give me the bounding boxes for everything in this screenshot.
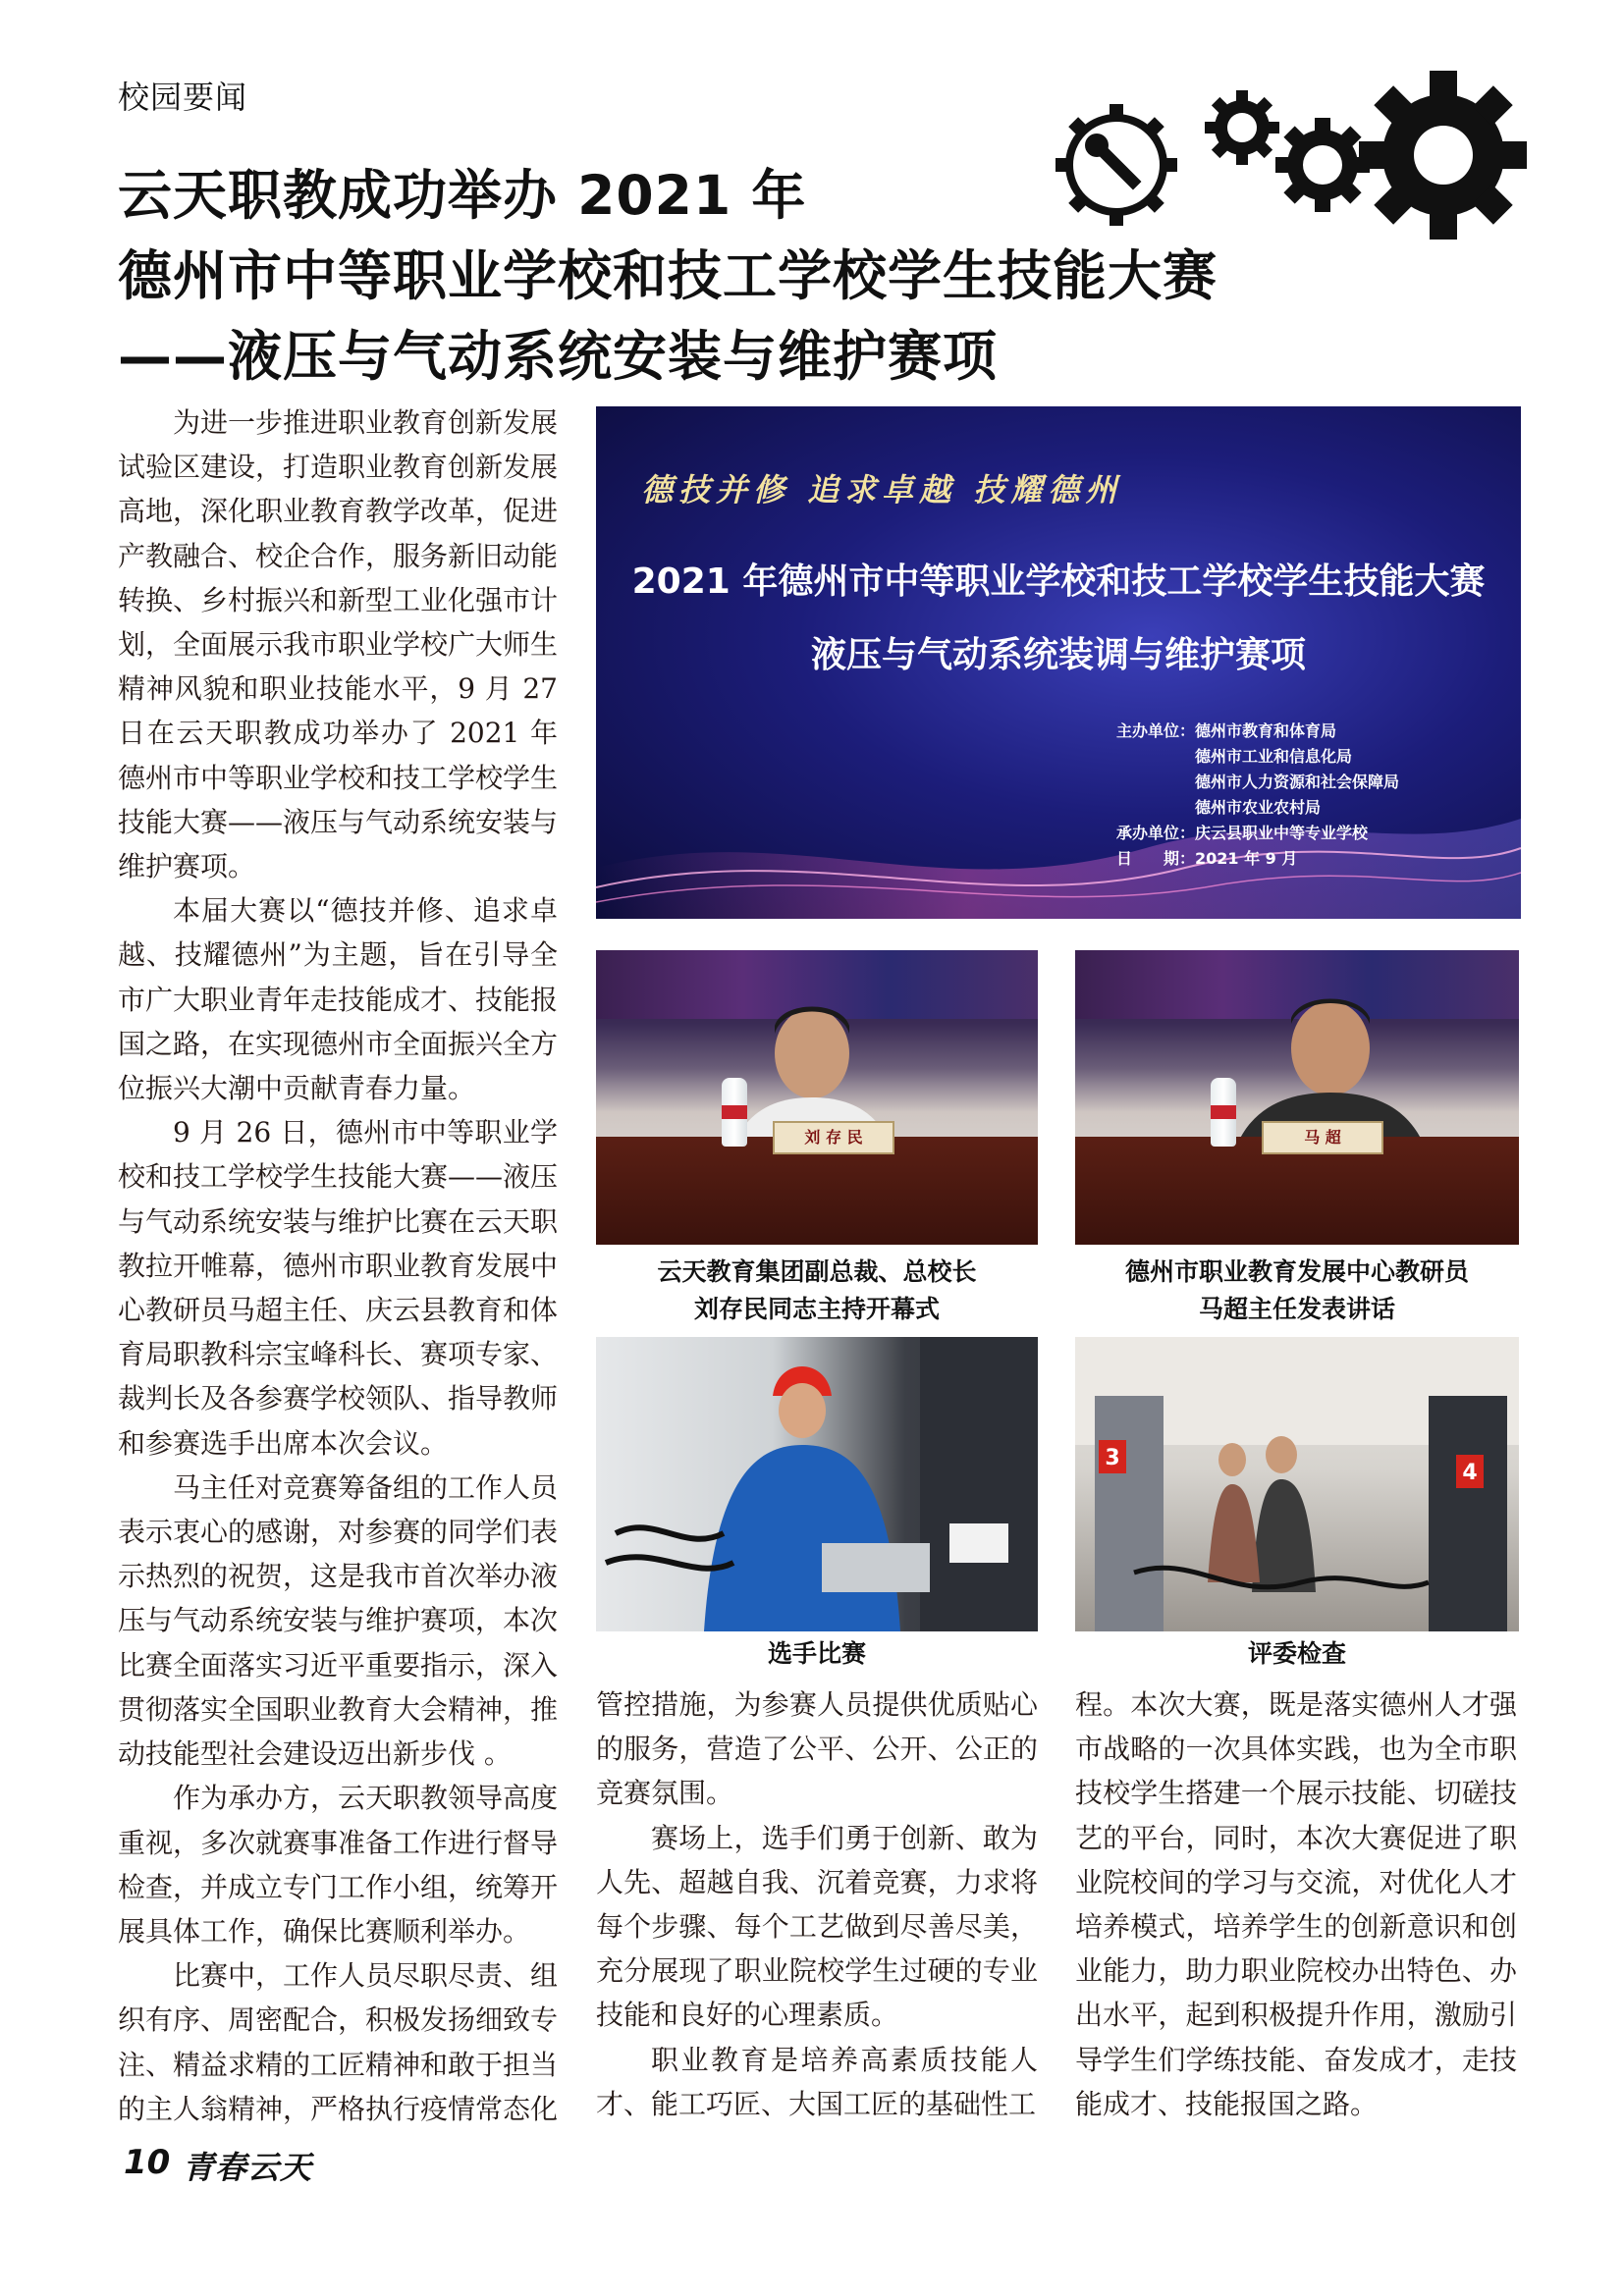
- paragraph: 程。本次大赛，既是落实德州人才强市战略的一次具体实践，也为全市职技校学生搭建一个展示技能、切磋技艺的平台，同时，本次大赛促进了职业院校间的学习与交流，对优化人才培养模式，培养学生的创新意识和创业能力，助力职业院校办出特色、办出水平，起到积极提升作用，激励引导学生们学练技能、奋发成才，走技能成才、技能报国之路。: [1075, 1688, 1517, 2120]
- paragraph: 作为承办方，云天职教领导高度重视，多次就赛事准备工作进行督导检查，并成立专门工作小组，统筹开展具体工作，确保比赛顺利举办。: [118, 1782, 559, 1948]
- photo-caption-2: [1075, 1254, 1519, 1328]
- host: 庆云县职业中等专业学校: [1195, 824, 1369, 842]
- speaker-photo-1: [596, 950, 1038, 1245]
- title-line-3: ——液压与气动系统安装与维护赛项: [118, 325, 999, 388]
- photo-caption-4: 评委检查: [1247, 1639, 1346, 1668]
- event-banner-photo: [596, 406, 1521, 919]
- magazine-name: 青春云天: [183, 2149, 313, 2186]
- name-plate: 刘 存 民: [773, 1121, 894, 1154]
- banner-slogan: 德技并修 追求卓越 技耀德州: [641, 471, 1123, 508]
- station-number: 4: [1462, 1461, 1478, 1485]
- section-label: 校园要闻: [118, 79, 248, 116]
- organizer: 德州市工业和信息化局: [1195, 747, 1353, 766]
- competitor-scene: [596, 1337, 1038, 1631]
- caption-line: 马超主任发表讲话: [1198, 1295, 1395, 1323]
- page-number: 10: [124, 2143, 171, 2182]
- name-plate: 马 超: [1262, 1121, 1383, 1154]
- water-bottle: [722, 1078, 747, 1147]
- organizer: 德州市农业农村局: [1195, 798, 1322, 817]
- competitor-photo: [596, 1337, 1038, 1631]
- title-line-1: 云天职教成功举办 2021 年: [118, 164, 807, 227]
- body-column-3: [1075, 1682, 1517, 2126]
- paragraph: 为进一步推进职业教育创新发展试验区建设，打造职业教育创新发展高地，深化职业教育教学改革，促进产教融合、校企合作，服务新旧动能转换、乡村振兴和新型工业化强市计划，全面展示我市职业学校广大师生精神风貌和职业技能水平，9 月 27 日在云天职教成功举办了 2021 年德州市中等职业学校和技工学校学生技能大赛——液压与气动系统安装与维护赛项。: [118, 406, 559, 883]
- body-column-2: [596, 1682, 1038, 2126]
- photo-caption-1: [596, 1254, 1038, 1328]
- banner-title-1: 2021 年德州市中等职业学校和技工学校学生技能大赛: [631, 561, 1486, 602]
- organizer: 德州市教育和体育局: [1195, 721, 1337, 740]
- caption-line: 云天教育集团副总裁、总校长: [657, 1257, 977, 1286]
- date-label: 日 期：: [1116, 849, 1196, 868]
- article-title: [118, 155, 1218, 397]
- paragraph: 职业教育是培养高素质技能人才、能工巧匠、大国工匠的基础性工: [596, 2043, 1038, 2120]
- paragraph: 管控措施，为参赛人员提供优质贴心的服务，营造了公平、公开、公正的竞赛氛围。: [596, 1688, 1038, 1810]
- body-column-1: [118, 400, 558, 2131]
- caption-line: 刘存民同志主持开幕式: [693, 1295, 940, 1323]
- paragraph: 本届大赛以“德技并修、追求卓越、技耀德州”为主题，旨在引导全市广大职业青年走技能成才、技能报国之路，在实现德州市全面振兴全方位振兴大潮中贡献青春力量。: [118, 894, 559, 1105]
- caption-line: 德州市职业教育发展中心教研员: [1124, 1257, 1469, 1286]
- date: 2021 年 9 月: [1195, 849, 1298, 868]
- banner-title-2: 液压与气动系统装调与维护赛项: [810, 635, 1306, 675]
- banner-organizers: [1116, 719, 1399, 872]
- judges-photo: [1075, 1337, 1519, 1631]
- speaker-photo-2: [1075, 950, 1519, 1245]
- station-number: 3: [1105, 1446, 1120, 1470]
- paragraph: 比赛中，工作人员尽职尽责、组织有序、周密配合，积极发扬细致专注、精益求精的工匠精神和敢于担当的主人翁精神，严格执行疫情常态化: [118, 1959, 559, 2125]
- paragraph: 9 月 26 日，德州市中等职业学校和技工学校学生技能大赛——液压与气动系统安装与维护比赛在云天职教拉开帷幕，德州市职业教育发展中心教研员马超主任、庆云县教育和体育局职教科宗宝峰科长、赛项专家、裁判长及各参赛学校领队、指导教师和参赛选手出席本次会议。: [118, 1116, 559, 1460]
- water-bottle: [1211, 1078, 1236, 1147]
- host-label: 承办单位：: [1116, 824, 1196, 842]
- organizers-label: 主办单位：: [1116, 721, 1196, 740]
- judges-scene: [1075, 1337, 1519, 1631]
- title-line-2: 德州市中等职业学校和技工学校学生技能大赛: [118, 244, 1218, 307]
- organizer: 德州市人力资源和社会保障局: [1195, 773, 1400, 791]
- paragraph: 赛场上，选手们勇于创新、敢为人先、超越自我、沉着竞赛，力求将每个步骤、每个工艺做到尽善尽美，充分展现了职业院校学生过硬的专业技能和良好的心理素质。: [596, 1821, 1038, 2032]
- paragraph: 马主任对竞赛筹备组的工作人员表示衷心的感谢，对参赛的同学们表示热烈的祝贺，这是我市首次举办液压与气动系统安装与维护赛项，本次比赛全面落实习近平重要指示，深入贯彻落实全国职业教育大会精神，推动技能型社会建设迈出新步伐 。: [118, 1470, 559, 1771]
- photo-caption-3: 选手比赛: [767, 1639, 866, 1668]
